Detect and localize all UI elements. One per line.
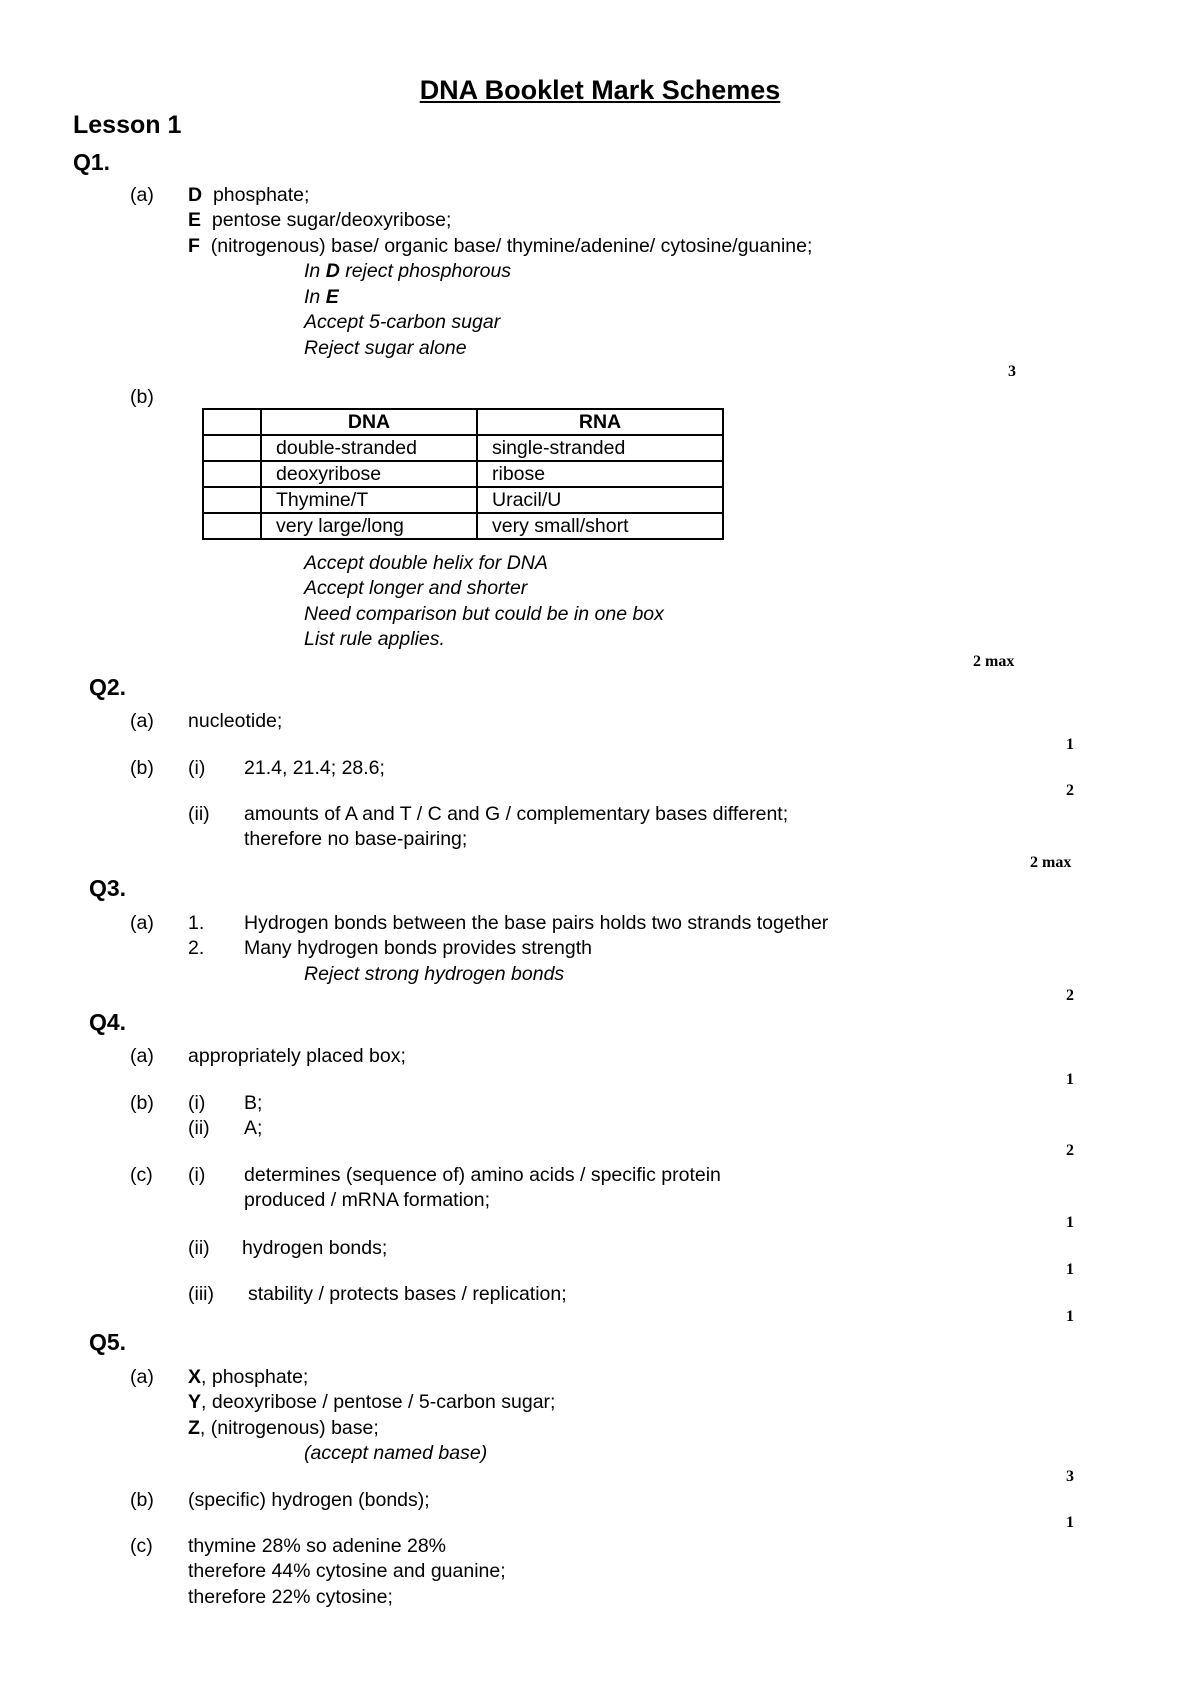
q4c-ii-answer: hydrogen bonds; — [242, 1237, 388, 1259]
table-row — [203, 513, 723, 539]
q1-heading: Q1. — [73, 149, 111, 175]
table-row — [203, 487, 723, 513]
q1b-marks: 2 max — [973, 653, 1015, 670]
q1b-note-4: List rule applies. — [304, 628, 445, 650]
q1a-marks: 3 — [1008, 363, 1016, 380]
q5b-marks: 1 — [1066, 1514, 1074, 1531]
q1b-label: (b) — [130, 386, 154, 408]
table-header-row — [203, 409, 723, 435]
q4b-ii-label: (ii) — [188, 1117, 210, 1139]
q5c-answer-line-2: therefore 44% cytosine and guanine; — [188, 1560, 506, 1582]
q4c-iii-answer: stability / protects bases / replication; — [248, 1283, 567, 1305]
q4a-marks: 1 — [1066, 1071, 1074, 1088]
q4b-ii-answer: A; — [244, 1117, 263, 1139]
q2b-i-label: (i) — [188, 757, 206, 779]
q1a-note-3: Accept 5-carbon sugar — [304, 311, 501, 333]
q5b-answer: (specific) hydrogen (bonds); — [188, 1489, 430, 1511]
table-cell — [203, 487, 261, 513]
q4c-i-answer-line-2: produced / mRNA formation; — [244, 1189, 491, 1211]
q4a-answer: appropriately placed box; — [188, 1045, 406, 1067]
q2-heading: Q2. — [89, 674, 127, 700]
q5a-label: (a) — [130, 1366, 154, 1388]
q2b-ii-answer-line-1: amounts of A and T / C and G / complementary bases different; — [244, 803, 789, 825]
q5a-answer-x: X, phosphate; — [188, 1366, 309, 1388]
q2b-ii-answer-line-2: therefore no base-pairing; — [244, 828, 468, 850]
table-header-rna: RNA — [477, 409, 723, 435]
table-cell: deoxyribose — [261, 461, 477, 487]
table-cell — [203, 435, 261, 461]
q4c-ii-marks: 1 — [1066, 1261, 1074, 1278]
q2b-i-answer: 21.4, 21.4; 28.6; — [244, 757, 385, 779]
q1a-answer-e: E pentose sugar/deoxyribose; — [188, 209, 452, 231]
q2a-marks: 1 — [1066, 736, 1074, 753]
q2b-ii-marks: 2 max — [1030, 854, 1072, 871]
q1b-note-1: Accept double helix for DNA — [304, 552, 548, 574]
q4b-label: (b) — [130, 1092, 154, 1114]
q3a-marks: 2 — [1066, 987, 1074, 1004]
q4c-i-answer-line-1: determines (sequence of) amino acids / specific protein — [244, 1164, 721, 1186]
document-title: DNA Booklet Mark Schemes — [419, 75, 781, 105]
q3a-point-2-number: 2. — [188, 937, 205, 959]
table-cell: Thymine/T — [261, 487, 477, 513]
q4-heading: Q4. — [89, 1009, 127, 1035]
q1b-note-3: Need comparison but could be in one box — [304, 603, 664, 625]
table-cell: double-stranded — [261, 435, 477, 461]
q4c-i-label: (i) — [188, 1164, 206, 1186]
q4c-label: (c) — [130, 1164, 153, 1186]
q2b-label: (b) — [130, 757, 154, 779]
q1a-note-4: Reject sugar alone — [304, 337, 467, 359]
q2b-i-marks: 2 — [1066, 782, 1074, 799]
q5a-answer-y: Y, deoxyribose / pentose / 5-carbon sugar; — [188, 1391, 556, 1413]
q5c-answer-line-3: therefore 22% cytosine; — [188, 1586, 393, 1608]
q1a-answer-f: F (nitrogenous) base/ organic base/ thymine/adenine/ cytosine/guanine; — [188, 235, 813, 257]
q5c-label: (c) — [130, 1535, 153, 1557]
q1a-note-1: In D reject phosphorous — [304, 260, 512, 282]
q1a-note-2: In E — [304, 286, 339, 308]
q4a-label: (a) — [130, 1045, 154, 1067]
q3-heading: Q3. — [89, 875, 127, 901]
q5a-answer-z: Z, (nitrogenous) base; — [188, 1417, 379, 1439]
table-row — [203, 461, 723, 487]
q3a-note: Reject strong hydrogen bonds — [304, 963, 565, 985]
q4c-ii-label: (ii) — [188, 1237, 210, 1259]
q4b-i-label: (i) — [188, 1092, 206, 1114]
table-cell — [203, 513, 261, 539]
q4c-iii-marks: 1 — [1066, 1308, 1074, 1325]
table-cell: Uracil/U — [477, 487, 723, 513]
table-header-dna: DNA — [261, 409, 477, 435]
table-cell: very small/short — [477, 513, 723, 539]
table-row — [203, 435, 723, 461]
q5a-marks: 3 — [1066, 1468, 1074, 1485]
lesson-heading: Lesson 1 — [73, 111, 182, 139]
q3a-point-2: Many hydrogen bonds provides strength — [244, 937, 592, 959]
table-cell — [203, 409, 261, 435]
q5c-answer-line-1: thymine 28% so adenine 28% — [188, 1535, 447, 1557]
q3a-point-1: Hydrogen bonds between the base pairs holds two strands together — [244, 912, 829, 934]
q5-heading: Q5. — [89, 1329, 127, 1355]
q2a-answer: nucleotide; — [188, 710, 283, 732]
q1b-note-2: Accept longer and shorter — [304, 577, 528, 599]
q4b-marks: 2 — [1066, 1142, 1074, 1159]
q5b-label: (b) — [130, 1489, 154, 1511]
q3a-label: (a) — [130, 912, 154, 934]
q4c-iii-label: (iii) — [188, 1283, 214, 1305]
table-cell: ribose — [477, 461, 723, 487]
q4b-i-answer: B; — [244, 1092, 263, 1114]
q4c-i-marks: 1 — [1066, 1214, 1074, 1231]
dna-rna-comparison-table — [202, 408, 724, 540]
table-cell: single-stranded — [477, 435, 723, 461]
table-cell: very large/long — [261, 513, 477, 539]
q3a-point-1-number: 1. — [188, 912, 205, 934]
table-cell — [203, 461, 261, 487]
q2b-ii-label: (ii) — [188, 803, 210, 825]
q1a-label: (a) — [130, 184, 154, 206]
q5a-note: (accept named base) — [304, 1442, 488, 1464]
q1a-answer-d: D phosphate; — [188, 184, 310, 206]
q2a-label: (a) — [130, 710, 154, 732]
